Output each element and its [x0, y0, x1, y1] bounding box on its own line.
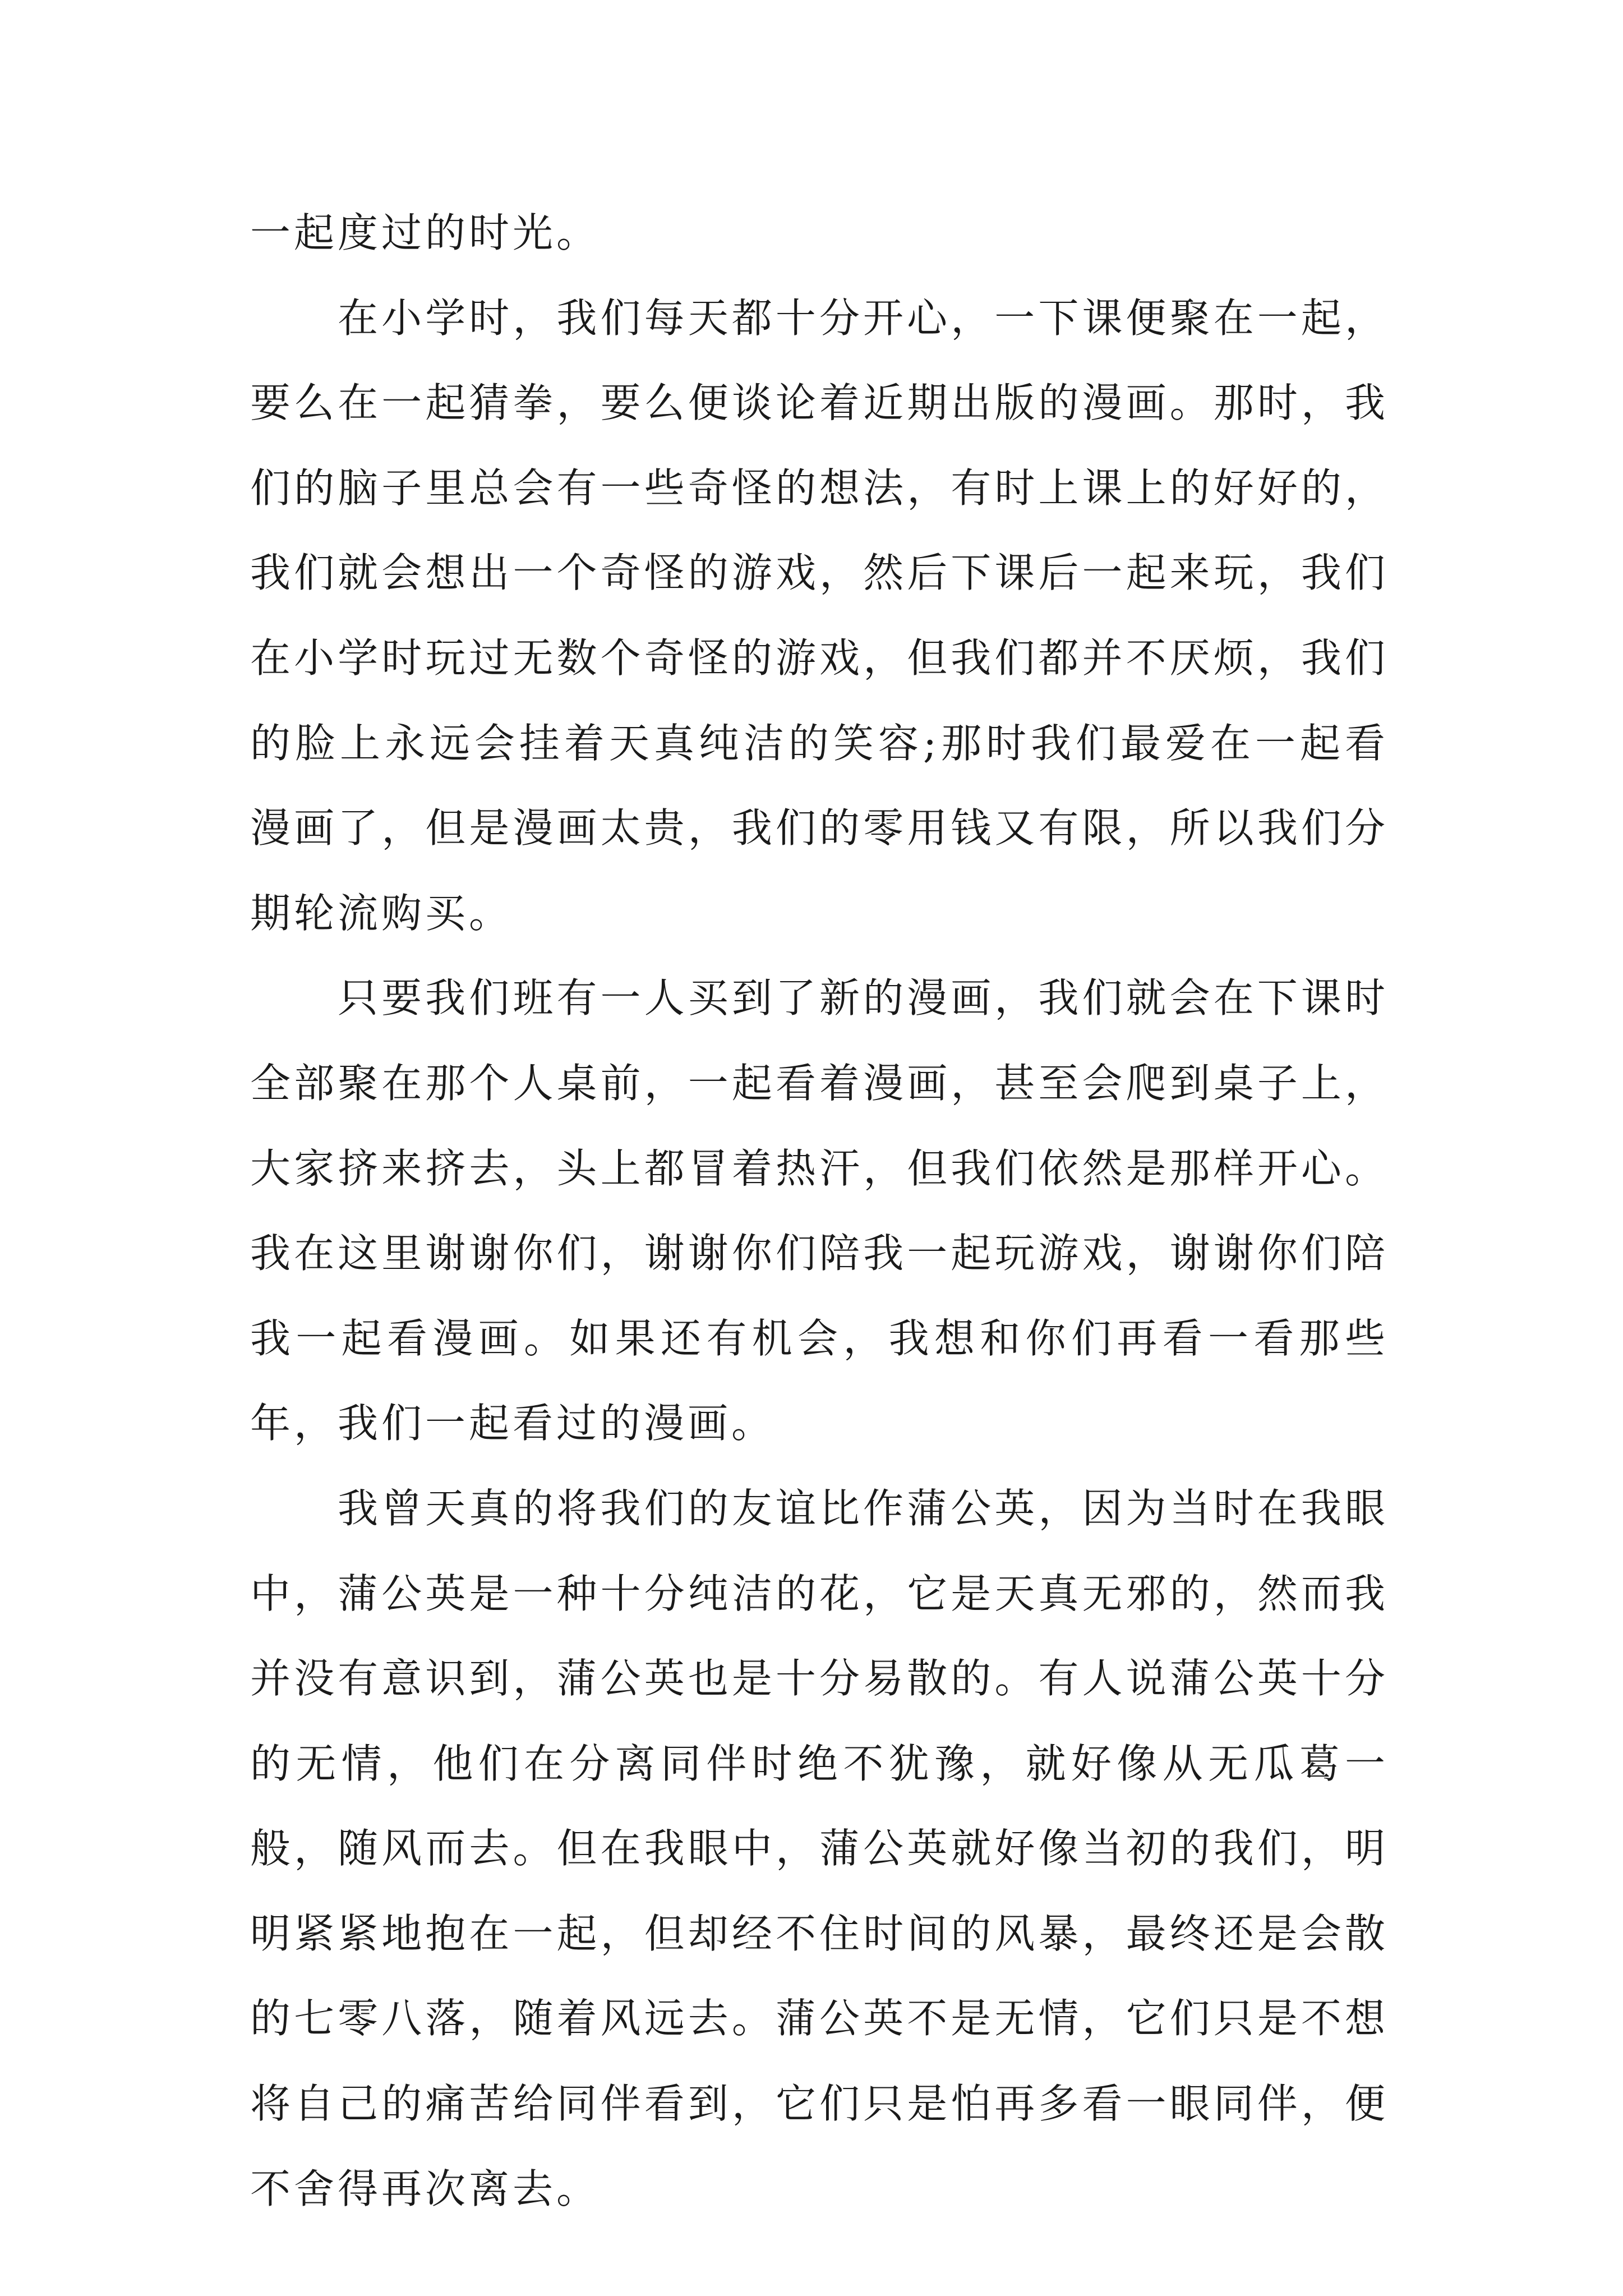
paragraph-manga: 只要我们班有一人买到了新的漫画，我们就会在下课时全部聚在那个人桌前，一起看着漫画，甚至会爬到桌子上，大家挤来挤去，头上都冒着热汗，但我们依然是那样开心。我在这里谢谢你们，谢谢你们陪我一起玩游戏，谢谢你们陪我一起看漫画。如果还有机会，我想和你们再看一看那些年，我们一起看过的漫画。: [250, 974, 1389, 1447]
document-body: [250, 191, 1389, 2231]
paragraph-continuation: 一起度过的时光。: [250, 209, 601, 256]
paragraph-primary-school: 在小学时，我们每天都十分开心，一下课便聚在一起，要么在一起猜拳，要么便谈论着近期出版的漫画。那时，我们的脑子里总会有一些奇怪的想法，有时上课上的好好的，我们就会想出一个奇怪的游戏，然后下课后一起来玩，我们在小学时玩过无数个奇怪的游戏，但我们都并不厌烦，我们的脸上永远会挂着天真纯洁的笑容;那时我们最爱在一起看漫画了，但是漫画太贵，我们的零用钱又有限，所以我们分期轮流购买。: [250, 294, 1389, 937]
paragraph-dandelion: 我曾天真的将我们的友谊比作蒲公英，因为当时在我眼中，蒲公英是一种十分纯洁的花，它是天真无邪的，然而我并没有意识到，蒲公英也是十分易散的。有人说蒲公英十分的无情，他们在分离同伴时绝不犹豫，就好像从无瓜葛一般，随风而去。但在我眼中，蒲公英就好像当初的我们，明明紧紧地抱在一起，但却经不住时间的风暴，最终还是会散的七零八落，随着风远去。蒲公英不是无情，它们只是不想将自己的痛苦给同伴看到，它们只是怕再多看一眼同伴，便不舍得再次离去。: [250, 1484, 1389, 2212]
